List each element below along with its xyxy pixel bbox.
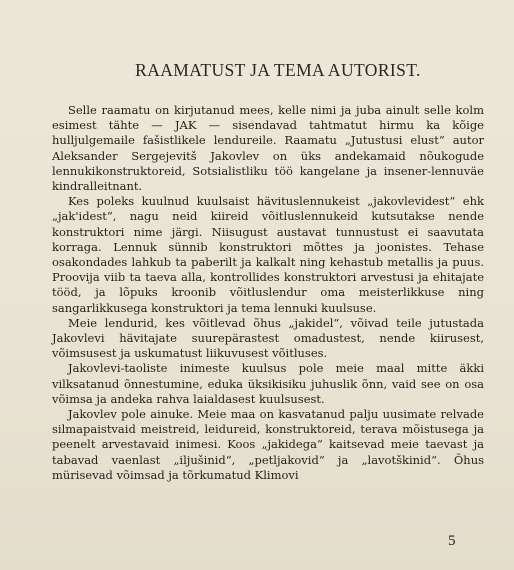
paragraph: Kes poleks kuulnud kuulsaist hävituslennukeist „jakovlevidest“ ehk „jak'idest“, nagu neid kiireid võitluslennukeid kutsutakse nende konstruktori nime järgi. Niisugust austavat tunnustust ei saavutata korraga. Lennuk sünnib konstruktori mõttes ja joonistes. Tehase osakondades lahkub ta paberilt ja kalkalt ning kehastub metallis ja puus. Proovija viib ta taeva alla, kontrollides konstruktori arvestusi ja ehitajate tööd, ja lõpuks kroonib võitluslendur oma meisterlikkuse ning sangarlikkusega konstruktori ja tema lennuki kuulsuse. (52, 194, 484, 315)
body-text (52, 103, 484, 483)
paragraph: Jakovlevi-taoliste inimeste kuulsus pole meie maal mitte äkki vilksatanud õnnestumine, eduka üksikisiku juhuslik õnn, vaid see on osa võimsa ja andeka rahva laialdasest kuulsusest. (52, 361, 484, 406)
page-number: 5 (448, 533, 456, 549)
page-title: RAAMATUST JA TEMA AUTORIST. (135, 60, 421, 80)
paragraph: Selle raamatu on kirjutanud mees, kelle nimi ja juba ainult selle kolm esimest tähte — JAK — sisendavad tahtmatut hirmu ka kõige hulljulgemaile fašistlikele lendureile. Raamatu „Jutustusi elust“ autor Aleksander Sergejevitš Jakovlev on üks andekamaid nõukogude lennukikonstruktoreid, Sotsialistliku töö kangelane ja insener-lennuväe kindralleitnant. (52, 103, 484, 194)
paragraph: Jakovlev pole ainuke. Meie maa on kasvatanud palju uusimate relvade silmapaistvaid meistreid, leidureid, konstruktoreid, terava mõistusega ja peenelt arvestavaid inimesi. Koos „jakidega“ kaitsevad meie taevast ja tabavad vaenlast „iljušinid“, „petljakovid“ ja „lavotškinid“. Õhus mürisevad võimsad ja tõrkumatud Klimovi (52, 407, 484, 482)
paragraph: Meie lendurid, kes võitlevad õhus „jakidel“, võivad teile jutustada Jakovlevi hävitajate suurepärastest omadustest, nende kiirusest, võimsusest ja uskumatust liikuvusest võitluses. (52, 315, 484, 361)
